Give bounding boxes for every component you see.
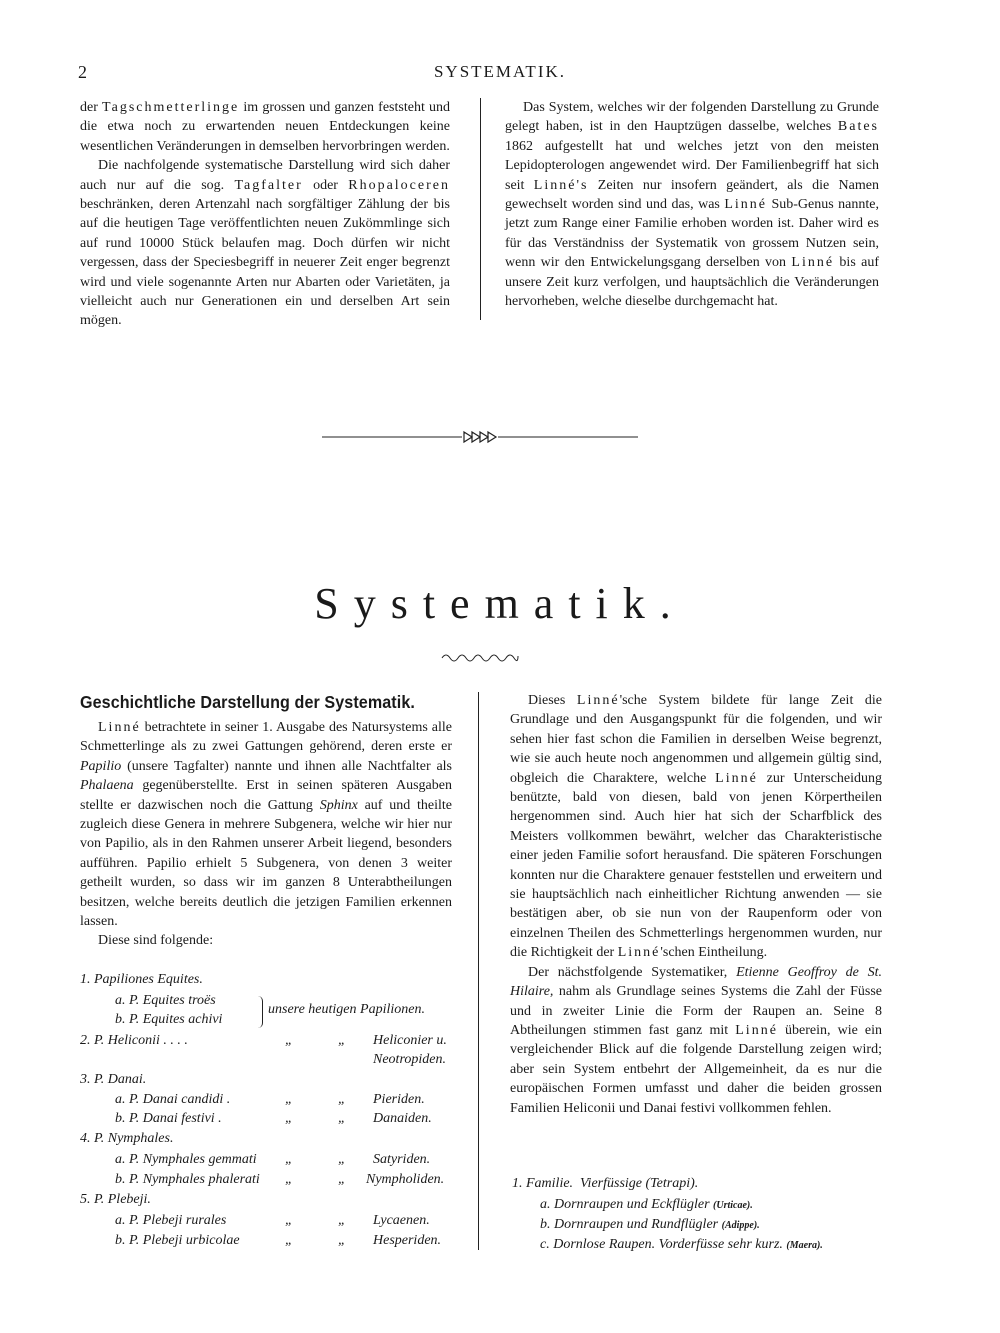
list-item: Danaiden. <box>373 1111 432 1126</box>
ditto-mark: „ <box>338 1092 346 1107</box>
list-item: 4. P. Nymphales. <box>80 1131 174 1146</box>
ditto-mark: „ <box>285 1233 293 1248</box>
list-item: Pieriden. <box>373 1092 425 1107</box>
top-left-column: der Tagschmetterlinge im grossen und ganzen feststeht und die etwa noch zu erwartenden neuen Entdeckungen keine wesentlichen Veränderungen in demselben hervorbringen werden. Die nachfolgende systematische Darstellung wird sich daher auch nur auf die sog. Tagfalter oder Rhopaloceren beschränken, deren Artenzahl nach sorgfältiger Zählung der bis auf die heutigen Tage veröffentlichten neuen Zukömmlinge sich auf rund 10000 Stück belaufen mag. Doch dürfen wir nicht vergessen, dass der Speciesbegriff in neuerer Zeit enger begrenzt wird und viele sogenannte Arten nur Abarten oder Varietäten, ja vielleicht auch nur Generationen ein und derselben Art sein mögen. <box>80 100 450 329</box>
list-item: b. P. Danai festivi . <box>115 1111 222 1126</box>
ditto-mark: „ <box>285 1172 293 1187</box>
ditto-mark: „ <box>285 1152 293 1167</box>
list-item: Satyriden. <box>373 1152 431 1167</box>
ditto-mark: „ <box>338 1233 346 1248</box>
list-item: b. P. Plebeji urbicolae <box>115 1233 240 1248</box>
column-divider-bottom <box>478 692 479 1250</box>
page-number: 2 <box>78 62 87 82</box>
top-right-column: Das System, welches wir der folgenden Darstellung zu Grunde gelegt haben, ist in den Hauptzügen dasselbe, welches Bates 1862 aufgestellt hat und welches jetzt von den meisten Lepidopterologen angewendet wird. Der Familienbegriff hat sich seit Linné's Zeiten nur insofern geändert, als die Namen gewechselt worden sind und das, was Linné Sub-Genus nannte, jetzt zum Range einer Familie erhoben worden ist. Daher wird es für das Verständniss der Systematik von grossem Nutzen sein, wenn wir den Entwickelungsgang derselben von Linné bis auf unsere Zeit kurz verfolgen, und hauptsächlich die Veränderungen hervorheben, welche dieselbe durchgemacht hat. <box>505 100 880 310</box>
list-item: Hesperiden. <box>373 1233 442 1248</box>
list-item: Lycaenen. <box>373 1213 430 1228</box>
ditto-mark: „ <box>338 1213 346 1228</box>
list-item: Neotropiden. <box>373 1052 446 1067</box>
running-title: SYSTEMATIK. <box>433 62 567 81</box>
section-heading: Geschichtliche Darstellung der Systematik. <box>80 692 415 712</box>
ditto-mark: „ <box>338 1033 346 1048</box>
ditto-mark: „ <box>338 1152 346 1167</box>
title-flourish <box>440 650 520 662</box>
list-item: 3. P. Danai. <box>80 1072 147 1087</box>
ornament-divider <box>322 430 638 444</box>
list-item: 1. Familie. Vierfüssige (Tetrapi). <box>512 1176 699 1191</box>
list-item: 2. P. Heliconii . . . . <box>80 1033 188 1048</box>
ditto-mark: „ <box>338 1111 346 1126</box>
list-item: a. Dornraupen und Eckflügler (Urticae). <box>540 1197 753 1212</box>
list-item: unsere heutigen Papilionen. <box>268 1002 425 1017</box>
list-item: 5. P. Plebeji. <box>80 1192 151 1207</box>
list-item: a. P. Plebeji rurales <box>115 1213 227 1228</box>
ditto-mark: „ <box>285 1092 293 1107</box>
page-title: Systematik. <box>314 579 686 628</box>
list-item: Heliconier u. <box>373 1033 447 1048</box>
list-item: a. P. Nymphales gemmati <box>115 1152 257 1167</box>
ditto-mark: „ <box>338 1172 346 1187</box>
ditto-mark: „ <box>285 1033 293 1048</box>
ditto-mark: „ <box>285 1111 293 1126</box>
ditto-mark: „ <box>285 1213 293 1228</box>
list-item: a. P. Equites troës <box>115 993 216 1008</box>
list-item: a. P. Danai candidi . <box>115 1092 231 1107</box>
list-item: b. P. Nymphales phalerati <box>115 1172 260 1187</box>
column-divider-top <box>480 98 481 320</box>
brace <box>256 996 263 1028</box>
bottom-right-column: Dieses Linné'sche System bildete für lange Zeit die Grundlage und den Ausgangspunkt für die folgenden, und wir sehen hier fast schon die Familien in derselben Weise begrenzt, wie sie auch heute noch angenommen und allgemein gültig sind, obgleich die Charaktere, welche Linné zur Unterscheidung benützte, bald von diesen, bald von jenen Körpertheilen hergenommen sind. Auch hier hat sich der Scharfblick des Meisters vollkommen bewährt, welcher das Charakteristische einer jeden Familie sofort herausfand. Die späteren Forschungen konnten nur die Charaktere genauer feststellen und erweitern und sie hauptsächlich nach einheitlicher Richtung anwenden — sie bestätigen aber, ob sie nun von der Raupenform oder von einzelnen Theilen des Schmetterlings hergenommen wurden, nur die Richtigkeit der Linné'schen Eintheilung. Der nächstfolgende Systematiker, Etienne Geoffroy de St. Hilaire, nahm als Grundlage seines Systems die Zahl der Füsse und in zweiter Linie die Form der Raupen an. Seine 8 Abtheilungen stimmen fast ganz mit Linné überein, wie ein vergleichender Blick auf die folgende Darstellung zeigen wird; aber sein System entbehrt der Allgemeinheit, da es nur die europäischen Formen umfasst und daher die beiden grossen Familien Heliconii und Danai festivi vollkommen fehlen. <box>510 693 883 1116</box>
list-item: b. P. Equites achivi <box>115 1012 223 1027</box>
bottom-left-column: Linné betrachtete in seiner 1. Ausgabe des Natursystems alle Schmetterlinge als zu zwei Gattungen gehörend, deren erste er Papilio (unsere Tagfalter) nannte und ihnen alle Nachtfalter als Phalaena gegenüberstellte. Erst in seinen späteren Ausgaben stellte er dazwischen noch die Gattung Sphinx auf und theilte zugleich diese Genera in mehrere Subgenera, welche wir hier nur von Papilio, als in den Rahmen unserer Arbeit liegend, besonders aufführen. Papilio erhielt 5 Subgenera, von denen 3 weiter getheilt wurden, so dass wir im ganzen 8 Unterabtheilungen besitzen, welche bereits deutlich die jetzigen Familien erkennen lassen. Diese sind folgende: <box>80 720 452 949</box>
list-item: 1. Papiliones Equites. <box>80 972 203 987</box>
list-item: c. Dornlose Raupen. Vorderfüsse sehr kurz. (Maera). <box>540 1237 823 1252</box>
list-item: Nympholiden. <box>366 1172 445 1187</box>
list-item: b. Dornraupen und Rundflügler (Adippe). <box>540 1217 760 1232</box>
